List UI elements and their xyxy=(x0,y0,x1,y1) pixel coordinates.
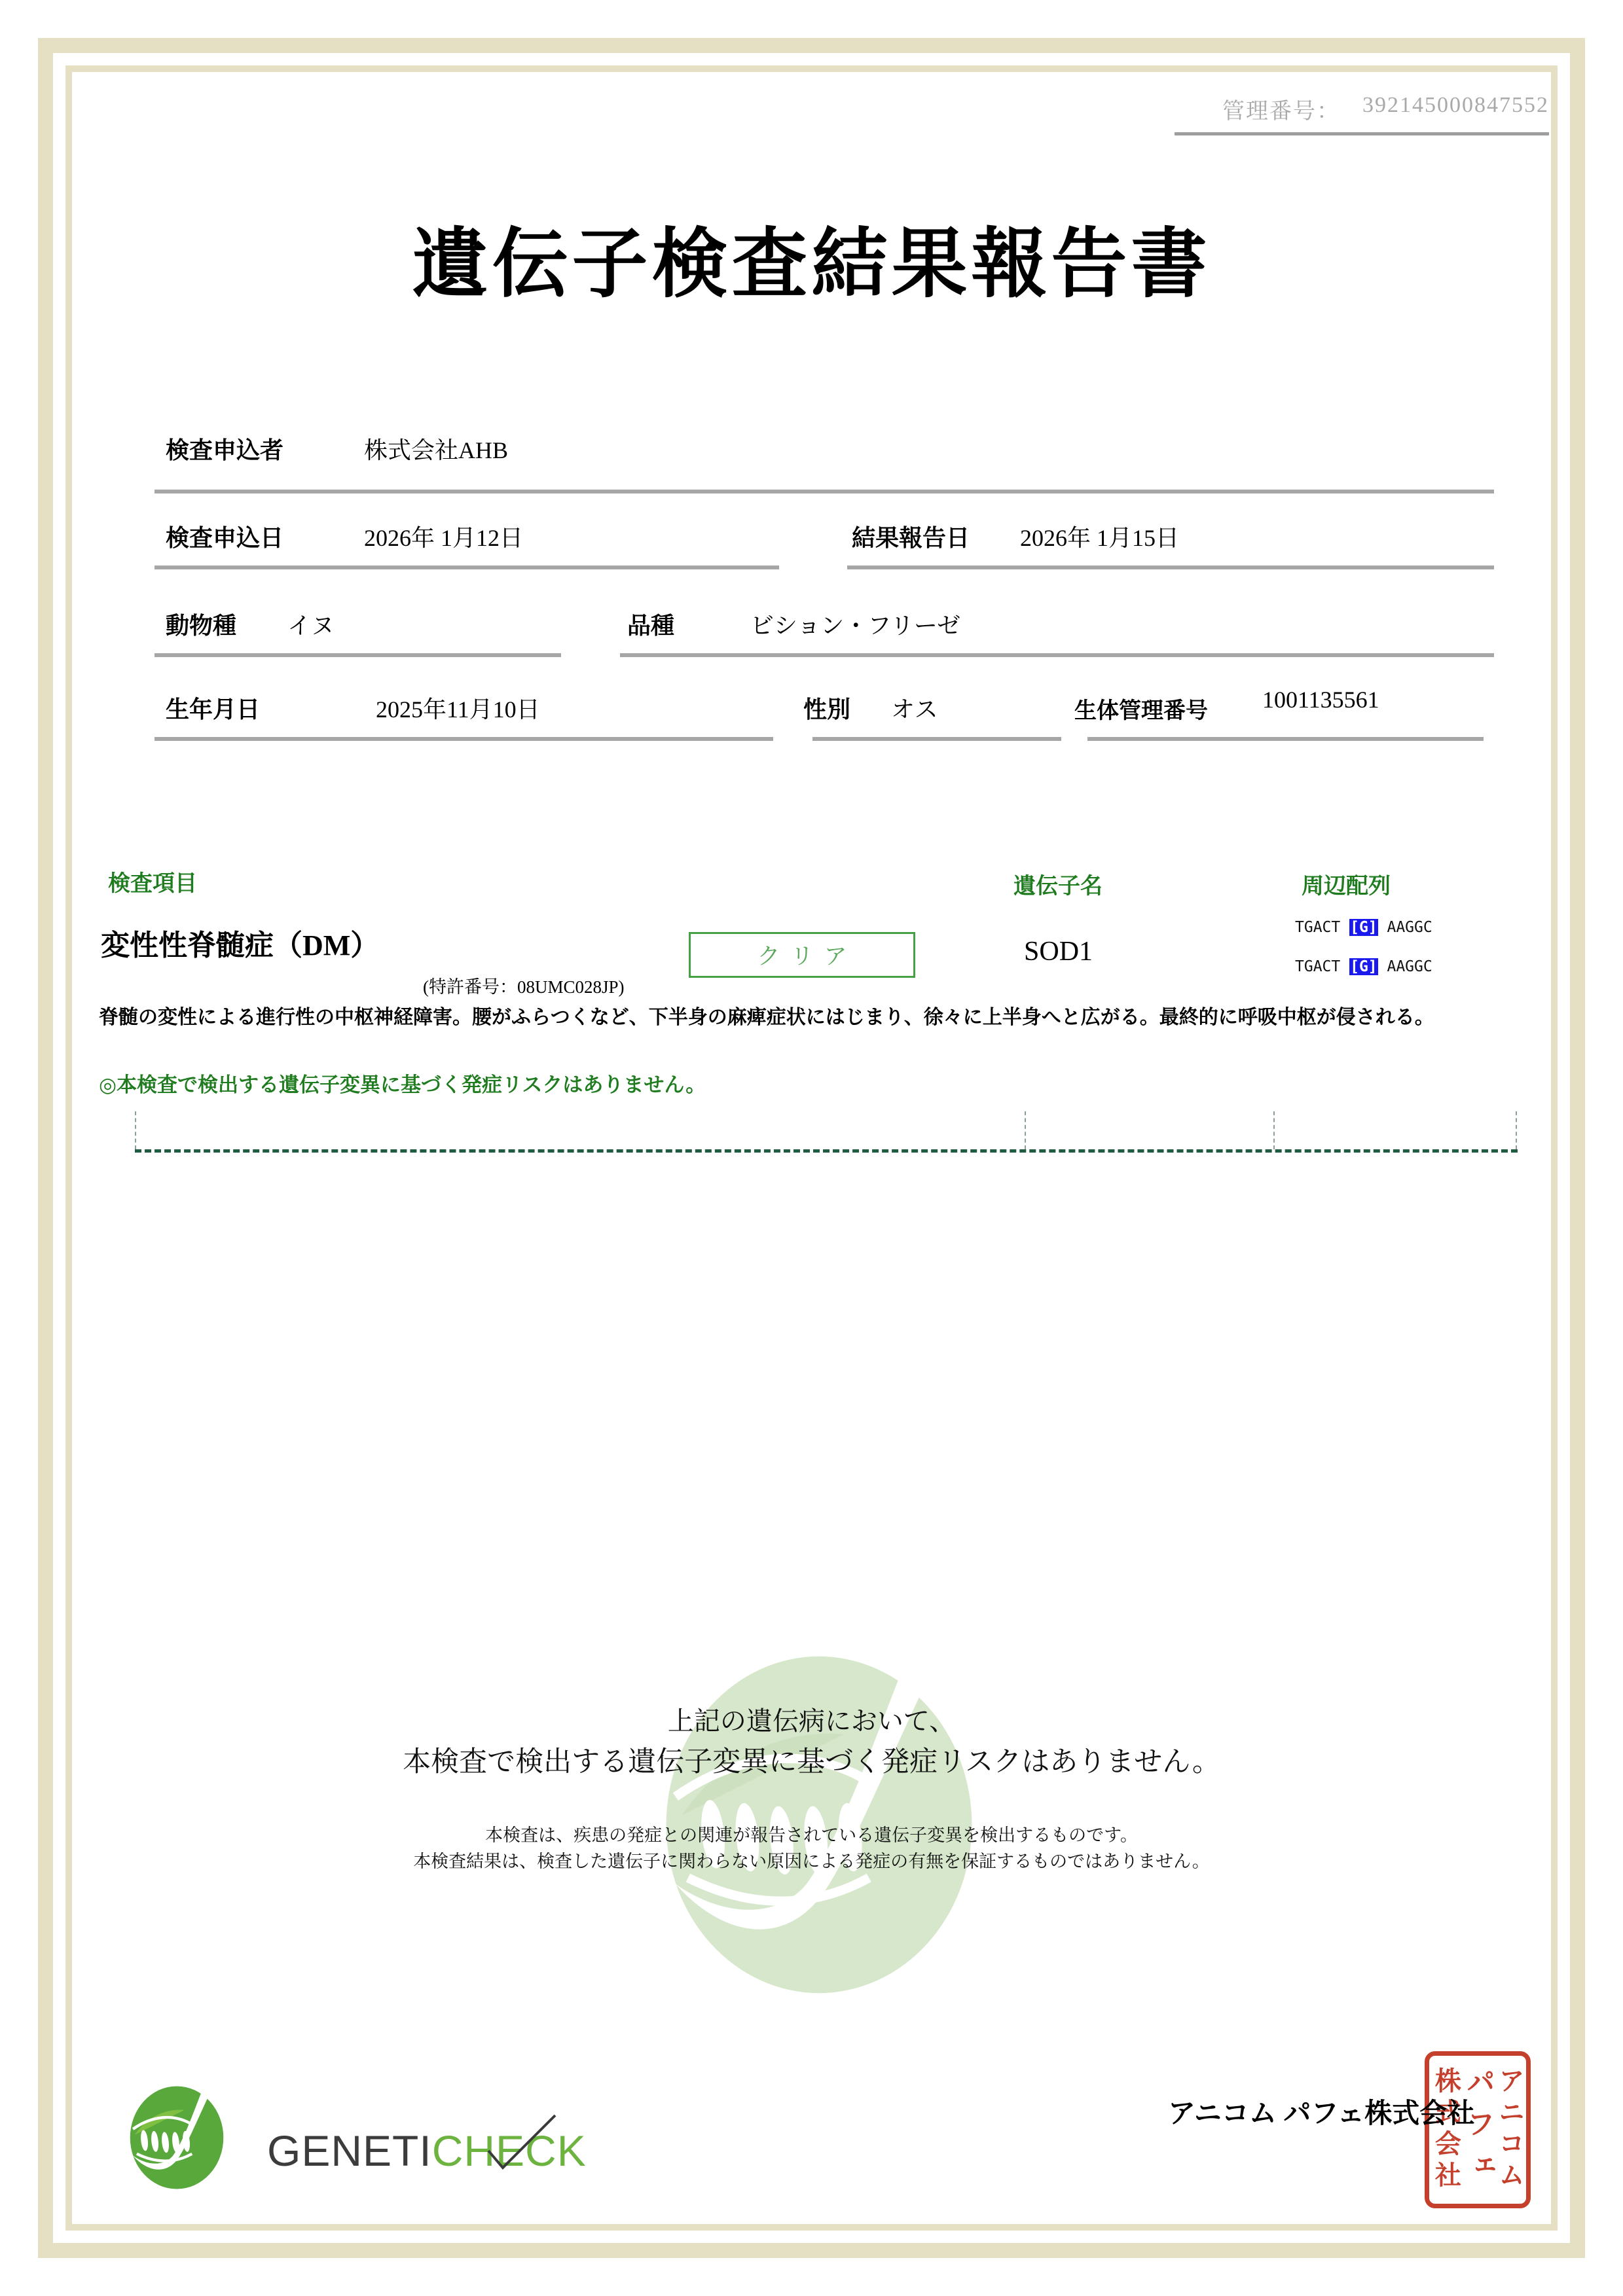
apply-date-label: 検査申込日 xyxy=(166,525,284,551)
breed-value: ビション・フリーゼ xyxy=(750,613,961,639)
sequence-right: AAGGC xyxy=(1377,958,1432,975)
species-label: 動物種 xyxy=(166,613,237,639)
management-number-label: 管理番号： xyxy=(1222,99,1340,124)
sequence-right: AAGGC xyxy=(1377,919,1432,936)
wordmark-part-geneti: GENETI xyxy=(267,2126,432,2175)
company-name: アニコム パフェ株式会社 xyxy=(1168,2099,1475,2129)
result-value: クリア xyxy=(757,944,858,969)
table-divider xyxy=(135,1111,136,1149)
wordmark-part-check: CHECK xyxy=(431,2126,587,2175)
applicant-value: 株式会社AHB xyxy=(364,437,509,463)
sex-value: オス xyxy=(891,696,938,723)
animal-id-label: 生体管理番号 xyxy=(1074,699,1208,723)
sequence-header: 周辺配列 xyxy=(1302,874,1391,899)
birthdate-value: 2025年11月10日 xyxy=(376,696,540,723)
checkmark-icon xyxy=(486,2113,559,2173)
breed-label: 品種 xyxy=(627,613,675,639)
patent-number: (特許番号：08UMC028JP) xyxy=(423,977,625,997)
birthdate-label: 生年月日 xyxy=(166,696,261,723)
disease-name: 変性性脊髄症（DM） xyxy=(101,929,380,961)
report-date-label: 結果報告日 xyxy=(852,525,970,551)
disclaimer-line-2: 本検査結果は、検査した遺伝子に関わらない原因による発症の有無を保証するものではありません。 xyxy=(413,1852,1210,1871)
table-bottom-border xyxy=(135,1149,1518,1153)
species-underline xyxy=(155,653,561,657)
sequence-left: TGACT xyxy=(1295,958,1350,975)
breed-underline xyxy=(620,653,1494,657)
sex-underline xyxy=(812,737,1061,741)
stamp-column-left: 株式会社 xyxy=(1431,2067,1461,2193)
disease-description: 脊髄の変性による進行性の中枢神経障害。腰がふらつくなど、下半身の麻痺症状にはじまり、徐々に上半身へと広がる。最終的に呼吸中枢が侵される。 xyxy=(99,1007,1434,1028)
sequence-left: TGACT xyxy=(1295,919,1350,936)
sequence-variant: [G] xyxy=(1350,958,1377,975)
management-number-value: 392145000847552 xyxy=(1362,93,1549,117)
summary-line-1: 上記の遺伝病において、 xyxy=(667,1707,956,1736)
table-divider xyxy=(1516,1111,1517,1149)
management-number-row xyxy=(1172,93,1549,125)
no-risk-note: ◎本検査で検出する遺伝子変異に基づく発症リスクはありません。 xyxy=(99,1073,706,1096)
table-divider xyxy=(1273,1111,1275,1149)
sequence-variant: [G] xyxy=(1350,919,1377,936)
apply-date-value: 2026年 1月12日 xyxy=(364,525,524,551)
birthdate-underline xyxy=(155,737,773,741)
report-date-underline xyxy=(847,565,1494,569)
test-item-header: 検査項目 xyxy=(108,872,197,896)
report-date-value: 2026年 1月15日 xyxy=(1020,525,1180,551)
table-divider xyxy=(1025,1111,1026,1149)
applicant-label: 検査申込者 xyxy=(166,437,284,463)
stamp-column-right: アニコム xyxy=(1495,2067,1525,2193)
page-title: 遺伝子検査結果報告書 xyxy=(412,223,1211,307)
sequence-line xyxy=(1295,958,1432,975)
applicant-underline xyxy=(155,490,1494,493)
animal-id-underline xyxy=(1087,737,1484,741)
stamp-column-middle: パフェ xyxy=(1461,2067,1494,2193)
summary-line-2: 本検査で検出する遺伝子変異に基づく発症リスクはありません。 xyxy=(403,1746,1220,1778)
species-value: イヌ xyxy=(287,613,335,639)
gene-name-header: 遺伝子名 xyxy=(1013,874,1103,899)
result-box xyxy=(689,932,915,978)
sex-label: 性別 xyxy=(803,696,851,723)
apply-date-underline xyxy=(155,565,779,569)
animal-id-value: 1001135561 xyxy=(1262,687,1379,713)
geneticheck-logo-icon xyxy=(128,2085,225,2190)
sequence-line xyxy=(1295,919,1432,936)
management-number-underline xyxy=(1175,132,1549,135)
gene-name-value: SOD1 xyxy=(1024,937,1093,967)
disclaimer-line-1: 本検査は、疾患の発症との関連が報告されている遺伝子変異を検出するものです。 xyxy=(485,1825,1138,1845)
